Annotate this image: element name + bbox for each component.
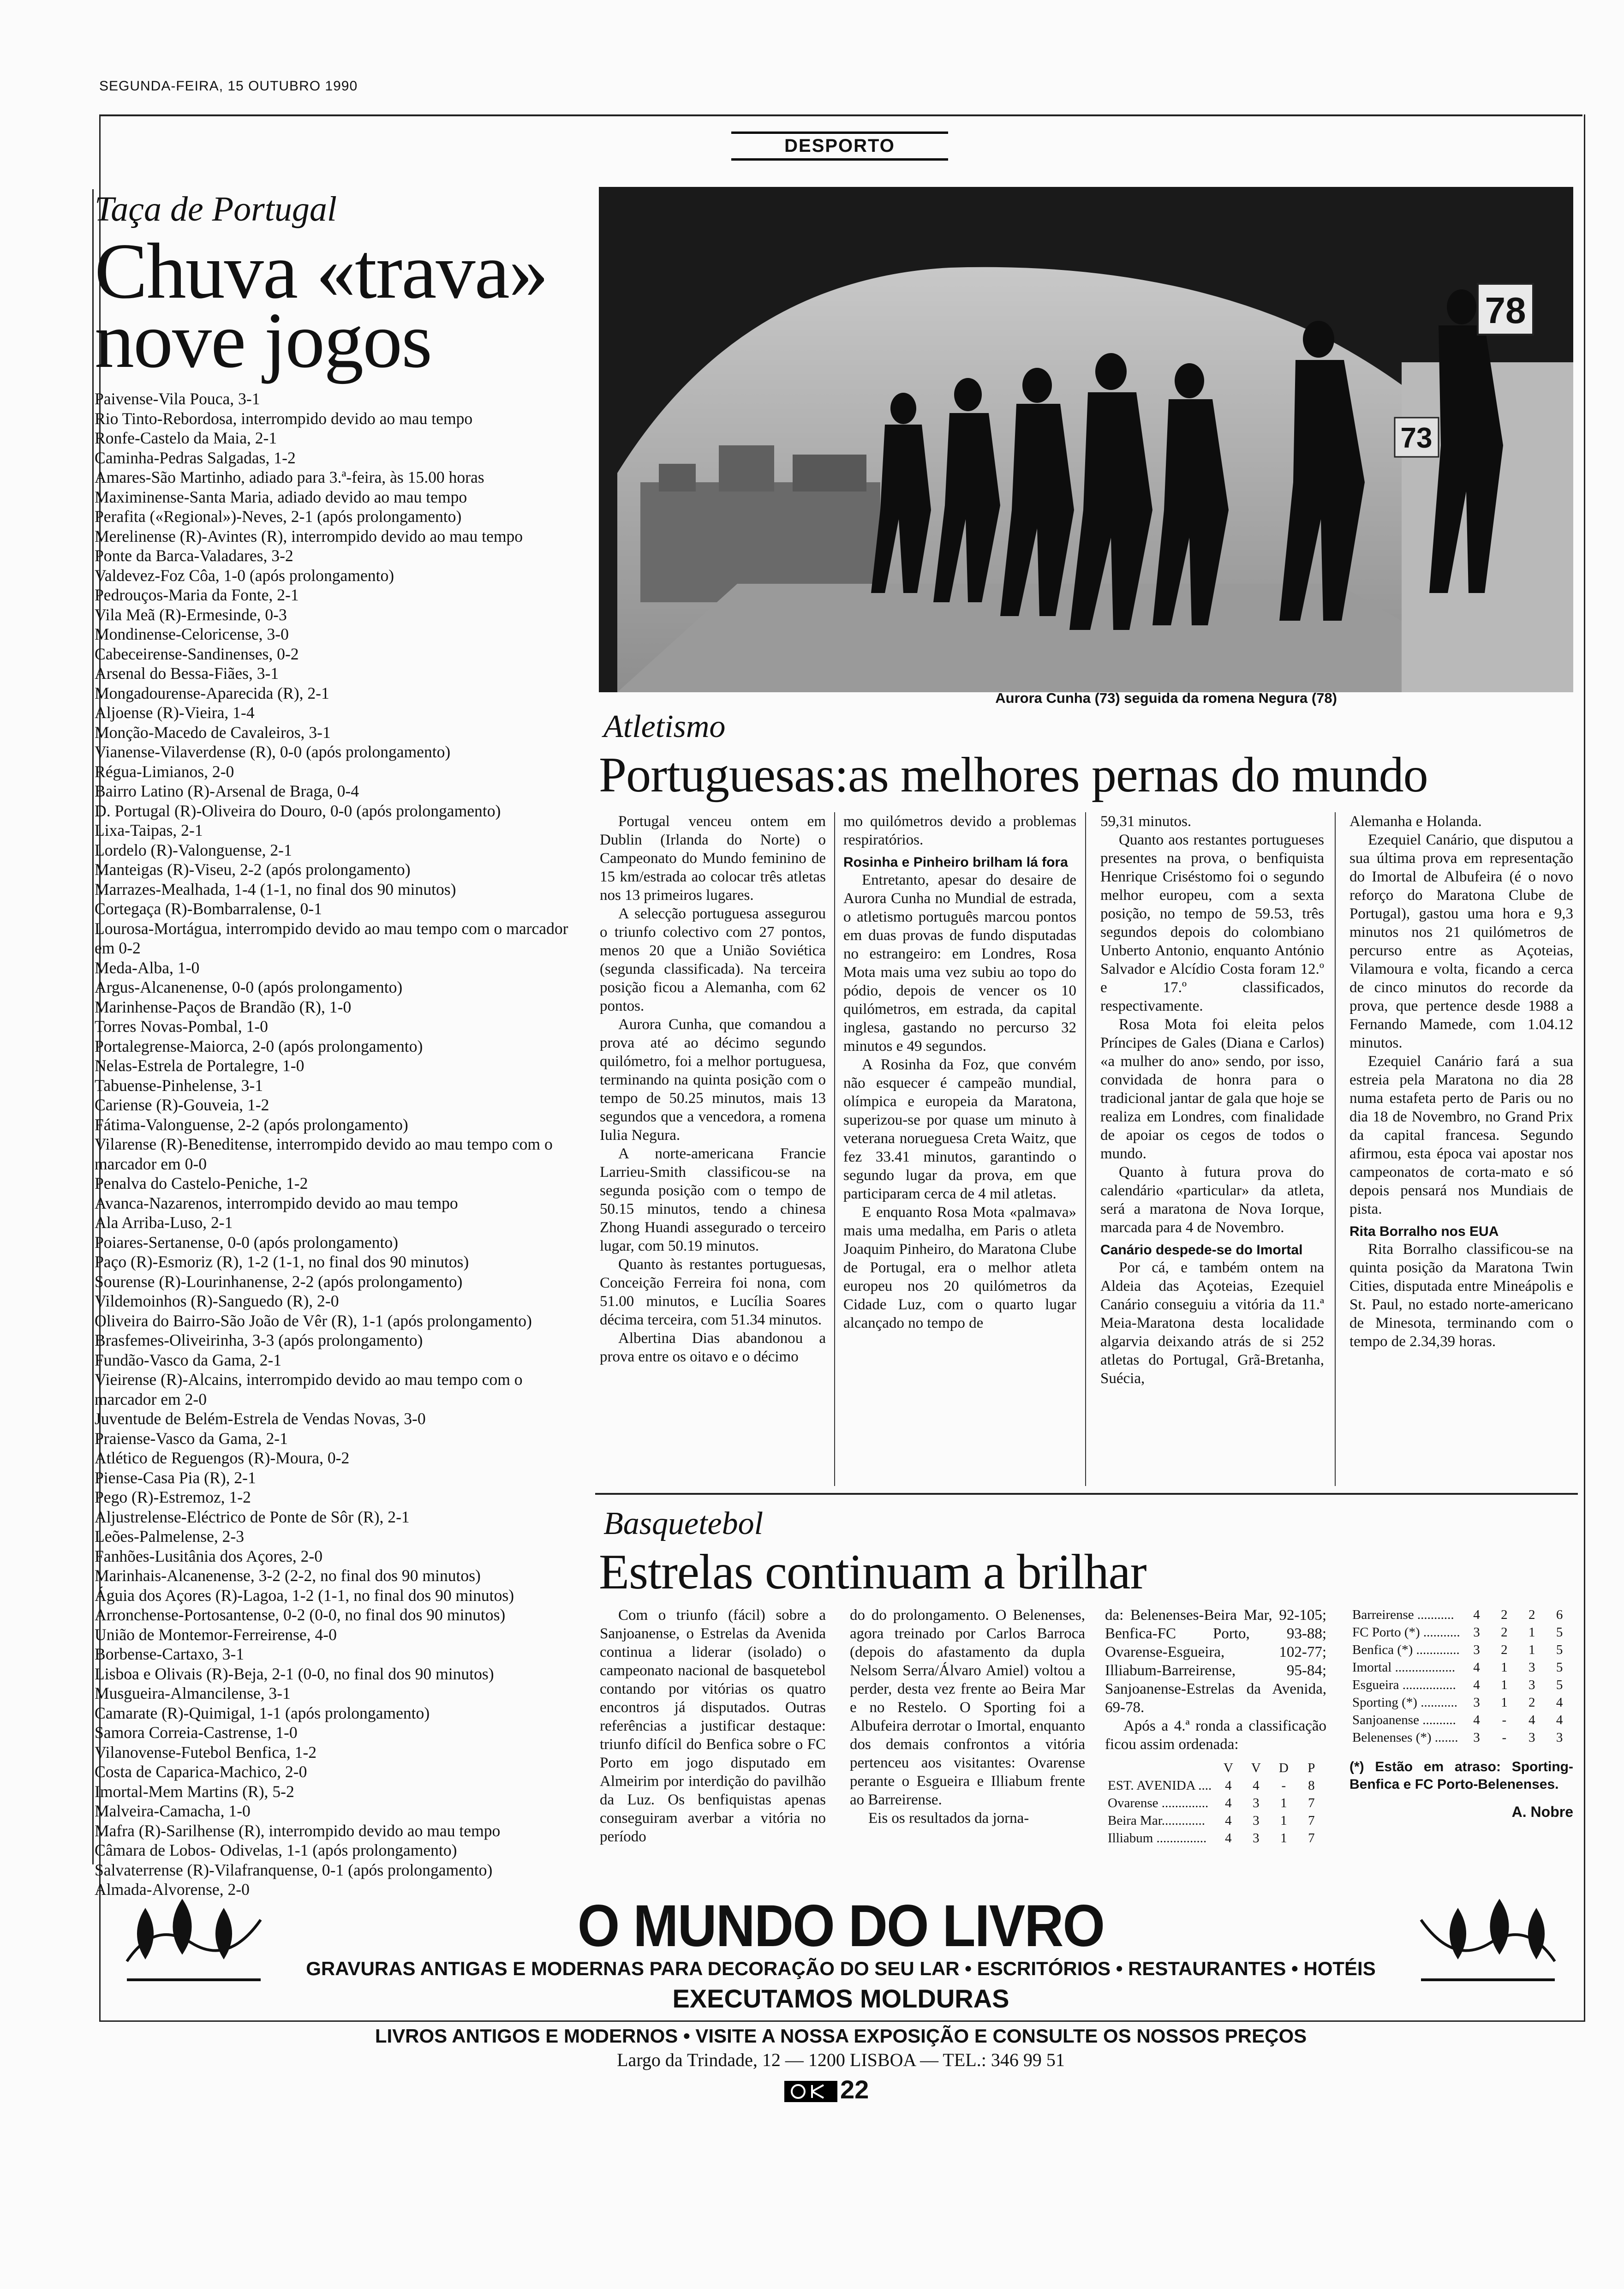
basketball-kicker: Basquetebol: [603, 1506, 764, 1541]
standings-row: [1349, 1606, 1573, 1624]
paragraph: Albertina Dias abandonou a prova entre os oitavo e o décimo: [600, 1330, 826, 1365]
standings-cell-j: 4: [1473, 1713, 1480, 1727]
result-item: Vildemoinhos (R)-Sanguedo (R), 2-0: [95, 1292, 339, 1310]
athletics-column-4: [1349, 812, 1573, 1351]
standings-cell-v: 4: [1253, 1778, 1260, 1793]
newspaper-logo-mark: [784, 2081, 837, 2102]
result-item: Samora Correia-Castrense, 1-0: [95, 1723, 298, 1742]
page-number: [784, 2074, 869, 2104]
standings-cell-d: 1: [1528, 1625, 1535, 1640]
result-item: Fátima-Valonguense, 2-2 (após prolongamento): [95, 1115, 408, 1134]
result-item: Aljoense (R)-Vieira, 1-4: [95, 703, 255, 722]
standings-cell-p: 4: [1556, 1695, 1563, 1710]
standings-cell-p: 8: [1308, 1778, 1315, 1793]
standings-cell-p: 6: [1556, 1607, 1563, 1622]
taca-article: [95, 190, 572, 1899]
athletics-kicker: Atletismo: [603, 709, 726, 744]
standings-row: [1349, 1624, 1573, 1641]
paragraph: A selecção portuguesa assegurou o triunfo colectivo com 27 pontos, menos 20 que a União Soviética (segunda classificada). Na terceira posição ficou a Alemanha, com 62 pontos.: [600, 905, 826, 1014]
result-item: Leões-Palmelense, 2-3: [95, 1527, 245, 1546]
standings-cell-j: 3: [1473, 1642, 1480, 1657]
result-item: Atlético de Reguengos (R)-Moura, 0-2: [95, 1449, 350, 1467]
result-item: Vilarense (R)-Beneditense, interrompido devido ao mau tempo com o marcador em 0-0: [95, 1135, 553, 1173]
taca-headline-line-2: nove jogos: [95, 297, 432, 384]
section-label: DESPORTO: [731, 132, 948, 161]
column-rule: [1335, 812, 1336, 1486]
result-item: Valdevez-Foz Côa, 1-0 (após prolongamento): [95, 566, 394, 585]
standings-header-p: P: [1308, 1761, 1315, 1775]
athletics-column-1-body: [600, 812, 826, 1366]
result-item: Meda-Alba, 1-0: [95, 958, 200, 977]
advert-address: Largo da Trindade, 12 — 1200 LISBOA — TEL.: 346 99 51: [617, 2049, 1065, 2070]
standings-cell-p: 3: [1556, 1730, 1563, 1745]
standings-cell-team: FC Porto (*) ...........: [1352, 1625, 1460, 1640]
left-column-rule: [92, 189, 94, 1864]
standings-table-2: [1349, 1606, 1573, 1746]
athletics-column-1: [600, 812, 826, 1366]
basketball-column-4: [1349, 1606, 1573, 1821]
result-item: Merelinense (R)-Avintes (R), interrompido devido ao mau tempo: [95, 527, 523, 545]
athletics-photo-image: [599, 187, 1573, 692]
standings-row: [1349, 1694, 1573, 1711]
result-item: Mongadourense-Aparecida (R), 2-1: [95, 683, 329, 702]
result-item: Vilanovense-Futebol Benfica, 1-2: [95, 1743, 316, 1762]
standings-row: [1349, 1676, 1573, 1694]
result-item: Penalva do Castelo-Peniche, 1-2: [95, 1174, 308, 1192]
standings-cell-v: 3: [1253, 1831, 1260, 1846]
athletics-subhead-rita: Rita Borralho nos EUA: [1349, 1224, 1499, 1239]
standings-cell-team: Esgueira ................: [1352, 1678, 1456, 1692]
standings-cell-v: 3: [1253, 1813, 1260, 1828]
standings-header-d: D: [1278, 1761, 1289, 1775]
standings-cell-team: Beira Mar.............: [1108, 1813, 1206, 1828]
standings-table-1-body: [1105, 1777, 1325, 1847]
paragraph: A Rosinha da Foz, que convém não esquecer é campeão mundial, olímpica e europeia da Maratona, superizou-se por quase um minuto à veterana norueguesa Creta Waitz, que fez 33.41 minutos, garantindo o segundo lugar da prova, em que participaram cerca de 4 mil atletas.: [843, 1056, 1076, 1202]
result-item: Bairro Latino (R)-Arsenal de Braga, 0-4: [95, 782, 359, 800]
result-item: Mondinense-Celoricense, 3-0: [95, 625, 289, 643]
athletics-column-3-body: [1100, 831, 1324, 1237]
taca-results-list: [95, 389, 572, 1900]
result-item: Manteigas (R)-Viseu, 2-2 (após prolongamento): [95, 860, 411, 879]
standings-row: [1349, 1729, 1573, 1746]
result-item: União de Montemor-Ferreirense, 4-0: [95, 1625, 337, 1644]
result-item: Costa de Caparica-Machico, 2-0: [95, 1762, 307, 1781]
taca-kicker: Taça de Portugal: [95, 190, 337, 228]
standings-cell-d: 3: [1528, 1678, 1535, 1692]
result-item: Câmara de Lobos- Odivelas, 1-1 (após prolongamento): [95, 1841, 457, 1859]
result-item: Maximinense-Santa Maria, adiado devido ao mau tempo: [95, 487, 467, 506]
athletics-column-2-body: [843, 871, 1076, 1332]
basketball-column-3-tail: Após a 4.ª ronda a classificação ficou assim ordenada:: [1105, 1718, 1326, 1753]
paragraph: Ezequiel Canário fará a sua estreia pela Maratona no dia 28 numa estafeta perto de Paris ou no dia 18 de Novembro, no Grand Prix da capital francesa. Segundo afirmou, esta época vai apostar nos campeonatos de corta-mato e só depois pensará nos Mundiais de pista.: [1349, 1053, 1573, 1217]
basketball-byline: A. Nobre: [1511, 1804, 1573, 1820]
standings-cell-p: 4: [1556, 1713, 1563, 1727]
athletics-column-4-body-b: [1349, 1240, 1573, 1351]
standings-cell-v: 1: [1501, 1660, 1508, 1675]
bib-73: 73: [1400, 422, 1433, 454]
standings-row: [1105, 1829, 1325, 1847]
result-item: Poiares-Sertanense, 0-0 (após prolongamento): [95, 1233, 399, 1252]
paragraph: Entretanto, apesar do desaire de Aurora Cunha no Mundial de estrada, o atletismo português marcou pontos em duas provas de fundo disputadas no estrangeiro: em Londres, Rosa Mota mais uma vez subiu ao topo do pódio, depois de vencer os 10 quilómetros, em estrada, da capital inglesa, gastando no percurso 32 minutos e 49 segundos.: [843, 872, 1076, 1055]
standings-cell-team: Imortal ..................: [1352, 1660, 1456, 1675]
standings-row: [1105, 1812, 1325, 1829]
result-item: Juventude de Belém-Estrela de Vendas Novas, 3-0: [95, 1409, 426, 1428]
result-item: Cortegaça (R)-Bombarralense, 0-1: [95, 899, 322, 918]
standings-cell-team: Benfica (*) .............: [1352, 1642, 1460, 1657]
newspaper-logo-icon: [784, 2081, 837, 2102]
column-rule: [1085, 812, 1086, 1486]
advert-o-mundo-do-livro: [99, 1892, 1582, 2070]
result-item: Ronfe-Castelo da Maia, 2-1: [95, 429, 277, 447]
standings-header: [1105, 1759, 1325, 1777]
result-item: Almada-Alvorense, 2-0: [95, 1880, 250, 1899]
result-item: Caminha-Pedras Salgadas, 1-2: [95, 448, 296, 467]
athletics-column-4-body: [1349, 831, 1573, 1218]
result-item: Arsenal do Bessa-Fiães, 3-1: [95, 664, 279, 683]
result-item: Oliveira do Bairro-São João de Vêr (R), 1-1 (após prolongamento): [95, 1311, 532, 1330]
standings-cell-p: 5: [1556, 1660, 1563, 1675]
result-item: Musgueira-Almancilense, 3-1: [95, 1684, 291, 1702]
standings-cell-team: Ovarense ..............: [1108, 1796, 1209, 1810]
result-item: Fanhões-Lusitânia dos Açores, 2-0: [95, 1546, 323, 1565]
standings-cell-d: -: [1281, 1778, 1286, 1793]
standings-cell-team: Belenenses (*) .......: [1352, 1730, 1458, 1745]
paragraph: Aurora Cunha, que comandou a prova até ao décimo segundo quilómetro, foi a melhor portuguesa, terminando na quinta posição com o tempo de 50.25 minutos, mais 13 segundos que a vencedora, a romena Iulia Negura.: [600, 1016, 826, 1144]
standings-cell-j: 4: [1473, 1607, 1480, 1622]
result-item: Águia dos Açores (R)-Lagoa, 1-2 (1-1, no final dos 90 minutos): [95, 1586, 514, 1605]
taca-headline: [95, 228, 572, 384]
result-item: Lourosa-Mortágua, interrompido devido ao mau tempo com o marcador em 0-2: [95, 919, 568, 957]
paragraph: Quanto aos restantes portugueses presentes na prova, o benfiquista Henrique Criséstomo foi o segundo melhor europeu, com a sexta posição, no tempo de 59.53, três segundos depois do colombiano Unberto Antonio, enquanto António Salvador e Alcídio Costa foram 12.º e 17.º classificados, respectivamente.: [1100, 832, 1324, 1014]
standings-cell-team: Sporting (*) ...........: [1352, 1695, 1457, 1710]
standings-cell-j: 4: [1225, 1796, 1232, 1810]
athletics-column-4-lead: Alemanha e Holanda.: [1349, 813, 1482, 830]
basketball-headline: Estrelas continuam a brilhar: [599, 1545, 1146, 1600]
standings-cell-p: 7: [1308, 1796, 1315, 1810]
standings-cell-p: 5: [1556, 1678, 1563, 1692]
standings-cell-j: 4: [1225, 1831, 1232, 1846]
standings-table-2-body: [1349, 1606, 1573, 1746]
standings-cell-d: 1: [1280, 1796, 1287, 1810]
basketball-column-2-tail: Eis os resultados da jorna-: [868, 1810, 1029, 1827]
result-item: Marinhais-Alcanenense, 3-2 (2-2, no final dos 90 minutos): [95, 1566, 481, 1585]
standings-cell-p: 7: [1308, 1813, 1315, 1828]
standings-header-v: V: [1251, 1761, 1261, 1775]
athletics-column-3-lead: 59,31 minutos.: [1100, 813, 1192, 830]
result-item: Lordelo (R)-Valonguense, 2-1: [95, 840, 292, 859]
result-item: Paço (R)-Esmoriz (R), 1-2 (1-1, no final dos 90 minutos): [95, 1252, 469, 1271]
photo-caption: Aurora Cunha (73) seguida da romena Negura (78): [995, 690, 1337, 706]
advert-line-3: LIVROS ANTIGOS E MODERNOS • VISITE A NOSSA EXPOSIÇÃO E CONSULTE OS NOSSOS PREÇOS: [375, 2025, 1307, 2047]
standings-cell-p: 5: [1556, 1625, 1563, 1640]
result-item: Salvaterrense (R)-Vilafranquense, 0-1 (após prolongamento): [95, 1860, 493, 1879]
taca-headline-line-1: Chuva «trava»: [95, 228, 548, 315]
paragraph: Por cá, e também ontem na Aldeia das Açoteias, Ezequiel Canário conseguiu a vitória da 11.ª Meia-Maratona desta localidade algarvia deixando atrás de si 252 atletas do Portugal, Grã-Bretanha, Suécia,: [1100, 1259, 1324, 1387]
standings-row: [1349, 1659, 1573, 1676]
standings-cell-team: Illiabum ...............: [1108, 1831, 1207, 1846]
standings-cell-j: 3: [1473, 1730, 1480, 1745]
paragraph: A norte-americana Francie Larrieu-Smith classificou-se na segunda posição com o tempo de 50.15 minutos, tendo a chinesa Zhong Huandi assegurado o terceiro lugar, com 50.19 minutos.: [600, 1145, 826, 1254]
standings-cell-v: -: [1502, 1730, 1507, 1745]
standings-cell-j: 4: [1225, 1813, 1232, 1828]
standings-header-j: V: [1223, 1761, 1233, 1775]
result-item: Praiense-Vasco da Gama, 2-1: [95, 1429, 288, 1448]
standings-row: [1105, 1777, 1325, 1794]
standings-cell-d: 3: [1528, 1660, 1535, 1675]
basketball-column-2: [850, 1606, 1085, 1828]
basketball-column-3-text: da: Belenenses-Beira Mar, 92-105; Benfica-FC Porto, 93-88; Ovarense-Esgueira, 102-77; Illiabum-Barreirense, 95-84; Sanjoanense-Estrelas da Avenida, 69-78.: [1105, 1607, 1326, 1716]
paragraph: Portugal venceu ontem em Dublin (Irlanda do Norte) o Campeonato do Mundo feminino de 15 km/estrada ao colocar três atletas nos 13 primeiros lugares.: [600, 813, 826, 904]
athletics-column-3: [1100, 812, 1324, 1388]
basketball-column-3: [1105, 1606, 1326, 1847]
standings-cell-d: 1: [1280, 1813, 1287, 1828]
result-item: Malveira-Camacha, 1-0: [95, 1802, 251, 1820]
result-item: Fundão-Vasco da Gama, 2-1: [95, 1350, 282, 1369]
athletics-photo: [599, 187, 1573, 692]
result-item: Arronchense-Portosantense, 0-2 (0-0, no final dos 90 minutos): [95, 1606, 506, 1624]
standings-cell-d: 1: [1528, 1642, 1535, 1657]
standings-cell-v: 1: [1501, 1678, 1508, 1692]
result-item: Rio Tinto-Rebordosa, interrompido devido ao mau tempo: [95, 409, 473, 428]
result-item: Marinhense-Paços de Brandão (R), 1-0: [95, 997, 352, 1016]
result-item: Pedrouços-Maria da Fonte, 2-1: [95, 586, 299, 604]
result-item: Cariense (R)-Gouveia, 1-2: [95, 1096, 269, 1114]
paragraph: Ezequiel Canário, que disputou a sua última prova em representação do Imortal de Albufeira (é o novo reforço do Maratona Clube de Portugal), gastou uma hora e 9,3 minutos nos 21 quilómetros de percurso entre as Açoteias, Vilamoura e volta, ficando a cerca de cinco minutos do recorde da prova, que pertence desde 1988 a Fernando Mamede, com 1.04.12 minutos.: [1349, 832, 1573, 1051]
standings-cell-p: 7: [1308, 1831, 1315, 1846]
column-rule: [834, 812, 835, 1486]
result-item: Ponte da Barca-Valadares, 3-2: [95, 546, 293, 565]
standings-cell-j: 3: [1473, 1625, 1480, 1640]
standings-cell-j: 4: [1473, 1660, 1480, 1675]
paragraph: Rosa Mota foi eleita pelos Príncipes de Gales (Diana e Carlos) «a mulher do ano» sendo, por isso, convidada de honra para o tradicional jantar de gala que hoje se realiza em Londres, com finalidade de apoiar os cegos de todos o mundo.: [1100, 1016, 1324, 1162]
result-item: Borbense-Cartaxo, 3-1: [95, 1645, 245, 1663]
standings-row: [1349, 1641, 1573, 1659]
page-number-text: 22: [840, 2075, 869, 2104]
standings-note: (*) Estão em atraso: Sporting-Benfica e FC Porto-Belenenses.: [1349, 1759, 1573, 1792]
paragraph: Rita Borralho classificou-se na quinta posição da Maratona Twin Cities, disputada entre Mineápolis e St. Paul, no estado norte-americano de Minesota, terminando com o tempo de 2.34,39 horas.: [1349, 1241, 1573, 1350]
basketball-column-2-text: do do prolongamento. O Belenenses, agora treinado por Carlos Barroca (depois do afastamento da dupla Nelsom Serra/Álvaro Amiel) voltou a perder, desta vez frente ao Beira Mar e no Restelo. O Sporting foi a Albufeira derrotar o Imortal, enquanto dos demais confrontos a vitória pertenceu aos visitantes: Ovarense perante o Esgueira e Illiabum frente ao Barreirense.: [850, 1607, 1085, 1808]
standings-cell-d: 1: [1280, 1831, 1287, 1846]
result-item: Vieirense (R)-Alcains, interrompido devido ao mau tempo com o marcador em 2-0: [95, 1370, 523, 1408]
result-item: Paivense-Vila Pouca, 3-1: [95, 389, 260, 408]
standings-cell-p: 5: [1556, 1642, 1563, 1657]
result-item: Camarate (R)-Quimigal, 1-1 (após prolongamento): [95, 1703, 430, 1722]
paragraph: Quanto às restantes portuguesas, Conceição Ferreira foi nona, com 51.00 minutos, e Lucília Soares décima terceira, com 51.34 minutos.: [600, 1256, 826, 1328]
result-item: Brasfemes-Oliveirinha, 3-3 (após prolongamento): [95, 1331, 423, 1349]
standings-cell-team: Barreirense ...........: [1352, 1607, 1454, 1622]
advert-title: O MUNDO DO LIVRO: [577, 1893, 1105, 1959]
result-item: Piense-Casa Pia (R), 2-1: [95, 1468, 256, 1487]
standings-cell-v: 2: [1501, 1642, 1508, 1657]
standings-cell-d: 4: [1528, 1713, 1535, 1727]
standings-row: [1349, 1711, 1573, 1729]
result-item: Perafita («Regional»)-Neves, 2-1 (após prolongamento): [95, 507, 462, 526]
standings-cell-team: EST. AVENIDA ....: [1108, 1778, 1212, 1793]
result-item: Amares-São Martinho, adiado para 3.ª-feira, às 15.00 horas: [95, 468, 484, 486]
result-item: Portalegrense-Maiorca, 2-0 (após prolongamento): [95, 1037, 423, 1055]
paragraph: E enquanto Rosa Mota «palmava» mais uma medalha, em Paris o atleta Joaquim Pinheiro, do Maratona Clube de Portugal, era o melhor atleta europeu nos 20 quilómetros da Cidade Luz, com o quarto lugar alcançado no tempo de: [843, 1204, 1076, 1331]
result-item: Torres Novas-Pombal, 1-0: [95, 1017, 268, 1036]
dateline: SEGUNDA-FEIRA, 15 OUTUBRO 1990: [99, 78, 358, 94]
athletics-column-3-body-b: [1100, 1258, 1324, 1388]
athletics-subhead-rosinha: Rosinha e Pinheiro brilham lá fora: [843, 855, 1068, 870]
result-item: Sourense (R)-Lourinhanense, 2-2 (após prolongamento): [95, 1272, 463, 1291]
basketball-column-1: [600, 1606, 826, 1846]
standings-cell-v: 2: [1501, 1607, 1508, 1622]
result-item: Monção-Macedo de Cavaleiros, 3-1: [95, 723, 331, 742]
result-item: Régua-Limianos, 2-0: [95, 762, 234, 781]
standings-cell-j: 3: [1473, 1695, 1480, 1710]
result-item: Pego (R)-Estremoz, 1-2: [95, 1488, 251, 1506]
standings-cell-j: 4: [1473, 1678, 1480, 1692]
basketball-column-1-text: Com o triunfo (fácil) sobre a Sanjoanense, o Estrelas da Avenida continua a liderar (isolado) o campeonato nacional de basquetebol contando por vitórias os quatro encontros já disputados. Outras referências a justificar destaque: triunfo difícil do Benfica sobre o FC Porto em jogo disputado em Almeirim por interdição do pavilhão da Luz. Os benfiquistas apenas conseguiram averbar a vitória no período: [600, 1607, 826, 1845]
result-item: Mafra (R)-Sarilhense (R), interrompido devido ao mau tempo: [95, 1821, 501, 1840]
standings-cell-j: 4: [1225, 1778, 1232, 1793]
result-item: Vila Meã (R)-Ermesinde, 0-3: [95, 605, 287, 624]
standings-cell-team: Sanjoanense ..........: [1352, 1713, 1456, 1727]
athletics-subhead-canario: Canário despede-se do Imortal: [1100, 1242, 1303, 1258]
athletics-headline: Portuguesas:as melhores pernas do mundo: [599, 748, 1428, 803]
result-item: Avanca-Nazarenos, interrompido devido ao mau tempo: [95, 1193, 458, 1212]
athletics-column-2: [843, 812, 1076, 1332]
standings-cell-v: 1: [1501, 1695, 1508, 1710]
paragraph: Quanto à futura prova do calendário «particular» da atleta, será a maratona de Nova Iorque, marcada para 4 de Novembro.: [1100, 1164, 1324, 1236]
result-item: Aljustrelense-Eléctrico de Ponte de Sôr (R), 2-1: [95, 1507, 410, 1526]
result-item: Imortal-Mem Martins (R), 5-2: [95, 1782, 294, 1801]
standings-cell-v: -: [1502, 1713, 1507, 1727]
result-item: Cabeceirense-Sandinenses, 0-2: [95, 644, 299, 663]
standings-cell-v: 2: [1501, 1625, 1508, 1640]
standings-cell-v: 3: [1253, 1796, 1260, 1810]
standings-cell-d: 3: [1528, 1730, 1535, 1745]
result-item: Lixa-Taipas, 2-1: [95, 821, 203, 839]
advert-line-1: GRAVURAS ANTIGAS E MODERNAS PARA DECORAÇÃO DO SEU LAR • ESCRITÓRIOS • RESTAURANTES • HOTÉIS: [306, 1958, 1376, 1979]
result-item: Marrazes-Mealhada, 1-4 (1-1, no final dos 90 minutos): [95, 880, 456, 899]
advert-line-2: EXECUTAMOS MOLDURAS: [672, 1984, 1009, 2013]
result-item: Ala Arriba-Luso, 2-1: [95, 1213, 233, 1232]
result-item: Nelas-Estrela de Portalegre, 1-0: [95, 1056, 304, 1075]
result-item: Lisboa e Olivais (R)-Beja, 2-1 (0-0, no final dos 90 minutos): [95, 1664, 494, 1683]
standings-table-1: [1105, 1759, 1325, 1847]
athletics-column-2-lead: mo quilómetros devido a problemas respiratórios.: [843, 813, 1076, 848]
standings-row: [1105, 1794, 1325, 1812]
result-item: Argus-Alcanenense, 0-0 (após prolongamento): [95, 978, 403, 996]
bib-78: 78: [1485, 290, 1526, 331]
result-item: Vianense-Vilaverdense (R), 0-0 (após prolongamento): [95, 743, 451, 761]
result-item: Tabuense-Pinhelense, 3-1: [95, 1076, 263, 1095]
result-item: D. Portugal (R)-Oliveira do Douro, 0-0 (após prolongamento): [95, 801, 501, 820]
standings-cell-d: 2: [1528, 1695, 1535, 1710]
athletics-bottom-rule: [595, 1493, 1578, 1495]
standings-cell-d: 2: [1528, 1607, 1535, 1622]
